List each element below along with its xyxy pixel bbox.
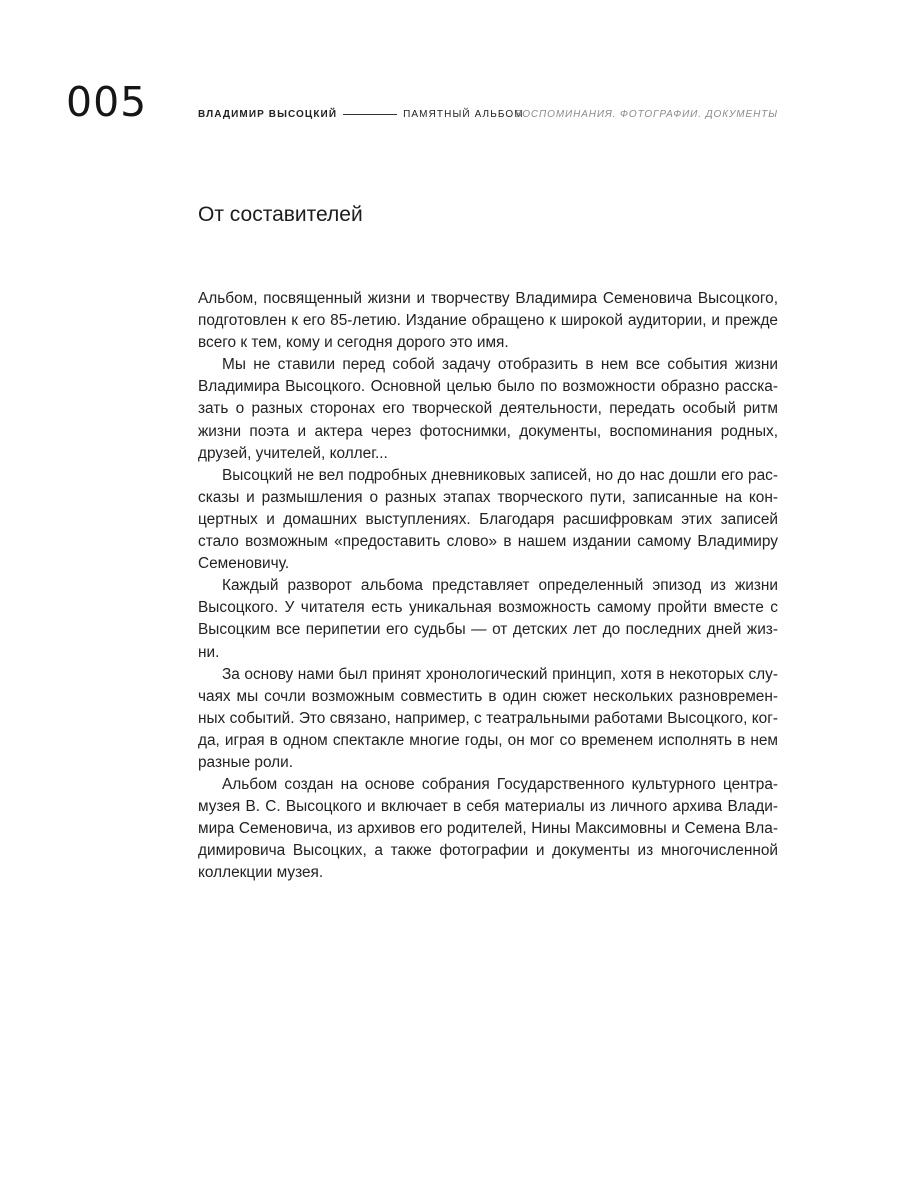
paragraph: Мы не ставили перед собой задачу отобразить в нем все события жизни Владимира Высоцкого. Основной целью было по возможности образно рассказать о разных сторонах его творческой деятельности, передать особый ритм жизни поэта и актера через фотоснимки, документы, воспоминания родных, друзей, учителей, коллег... — [198, 356, 778, 462]
page-number: 005 — [66, 78, 148, 126]
paragraph: Альбом, посвященный жизни и творчеству Владимира Семеновича Высоцкого, подготовлен к его 85-летию. Издание обращено к широкой аудитории, и прежде всего к тем, кому и сегодня дорого это имя. — [198, 290, 778, 352]
running-head-divider — [343, 114, 397, 115]
body-text — [198, 288, 778, 885]
running-head — [198, 106, 524, 122]
running-head-author: ВЛАДИМИР ВЫСОЦКИЙ — [198, 108, 338, 120]
running-head-subtitle: ВОСПОМИНАНИЯ. ФОТОГРАФИИ. ДОКУМЕНТЫ — [514, 108, 778, 120]
paragraph: Альбом создан на основе собрания Государственного культурного центра-музея В. С. Высоцкого и включает в себя материалы из личного архива Владимира Семеновича, из архивов его родителей, Нины Максимовны и Семена Владимировича Высоцких, а также фотографии и документы из многочисленной коллекции музея. — [198, 776, 778, 882]
paragraph: За основу нами был принят хронологический принцип, хотя в некоторых случаях мы сочли возможным совместить в один сюжет нескольких разновременных событий. Это связано, например, с театральными работами Высоцкого, когда, играя в одном спектакле многие годы, он мог со временем исполнять в нем разные роли. — [198, 665, 778, 771]
running-head-book-title: ПАМЯТНЫЙ АЛЬБОМ — [403, 108, 524, 120]
paragraph: Каждый разворот альбома представляет определенный эпизод из жизни Высоцкого. У читателя есть уникальная возможность самому пройти вместе с Высоцким все перипетии его судьбы — от детских лет до последних дней жизни. — [198, 577, 778, 661]
paragraph: Высоцкий не вел подробных дневниковых записей, но до нас дошли его рассказы и размышления о разных этапах творческого пути, записанные на концертных и домашних выступлениях. Благодаря расшифровкам этих записей стало возможным «предоставить слово» в нашем издании самому Владимиру Семеновичу. — [198, 466, 778, 573]
section-title: От составителей — [198, 203, 363, 226]
